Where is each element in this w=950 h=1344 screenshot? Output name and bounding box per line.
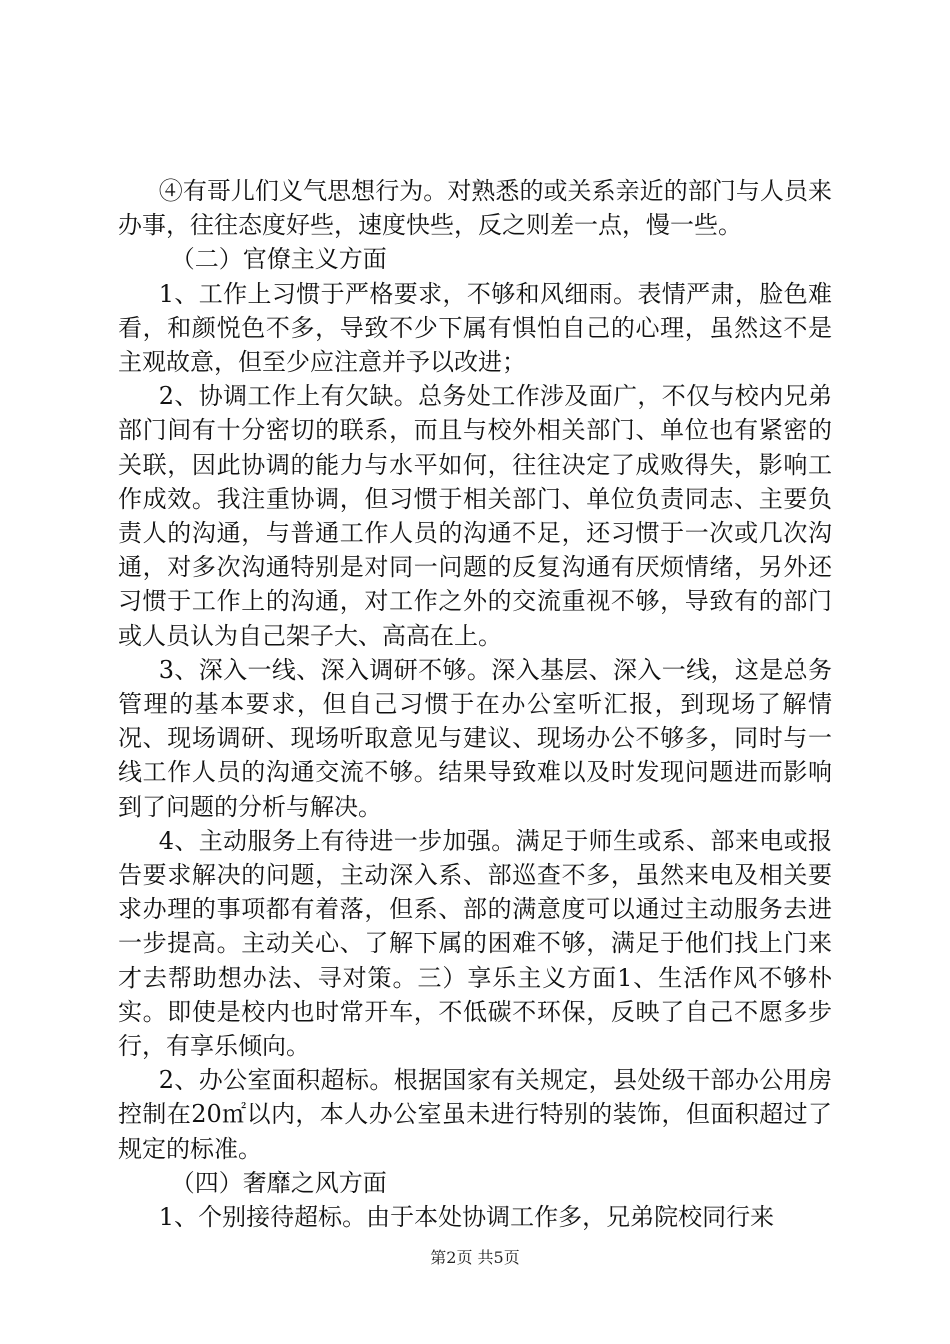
paragraph-proactive-service: 4、主动服务上有待进一步加强。满足于师生或系、部来电或报告要求解决的问题，主动深入系、部巡查不多，虽然来电及相关要求办理的事项都有着落，但系、部的满意度可以通过主动服务去进一步提高。主动关心、了解下属的困难不够，满足于他们找上门来才去帮助想办法、寻对策。三）享乐主义方面1、生活作风不够朴实。即使是校内也时常开车，不低碳不环保，反映了自己不愿多步行，有享乐倾向。	[118, 826, 832, 1061]
paragraph-frontline-research: 3、深入一线、深入调研不够。深入基层、深入一线，这是总务管理的基本要求，但自己习惯于在办公室听汇报，到现场了解情况、现场调研、现场听取意见与建议、现场办公不够多，同时与一线工作人员的沟通交流不够。结果导致难以及时发现问题进而影响到了问题的分析与解决。	[118, 655, 832, 821]
paragraph-brotherhood: ④有哥儿们义气思想行为。对熟悉的或关系亲近的部门与人员来办事，往往态度好些，速度快些，反之则差一点，慢一些。	[118, 177, 832, 240]
body-text	[118, 174, 832, 1234]
paragraph-office-area: 2、办公室面积超标。根据国家有关规定，县处级干部办公用房控制在20㎡以内，本人办公室虽未进行特别的装饰，但面积超过了规定的标准。	[118, 1066, 832, 1163]
paragraph-reception: 1、个别接待超标。由于本处协调工作多，兄弟院校同行来	[158, 1203, 775, 1232]
page-number-footer: 第2页 共5页	[430, 1248, 520, 1267]
paragraph-strict-requirements: 1、工作上习惯于严格要求，不够和风细雨。表情严肃，脸色难看，和颜悦色不多，导致不少下属有惧怕自己的心理，虽然这不是主观故意，但至少应注意并予以改进；	[118, 279, 832, 377]
section-heading-bureaucracy: （二）官僚主义方面	[170, 245, 387, 274]
paragraph-coordination: 2、协调工作上有欠缺。总务处工作涉及面广，不仅与校内兄弟部门间有十分密切的联系，而且与校外相关部门、单位也有紧密的关联，因此协调的能力与水平如何，往往决定了成败得失，影响工作成效。我注重协调，但习惯于相关部门、单位负责同志、主要负责人的沟通，与普通工作人员的沟通不足，还习惯于一次或几次沟通，对多次沟通特别是对同一问题的反复沟通有厌烦情绪，另外还习惯于工作上的沟通，对工作之外的交流重视不够，导致有的部门或人员认为自己架子大、高高在上。	[118, 382, 832, 650]
section-heading-extravagance: （四）奢靡之风方面	[170, 1168, 387, 1197]
